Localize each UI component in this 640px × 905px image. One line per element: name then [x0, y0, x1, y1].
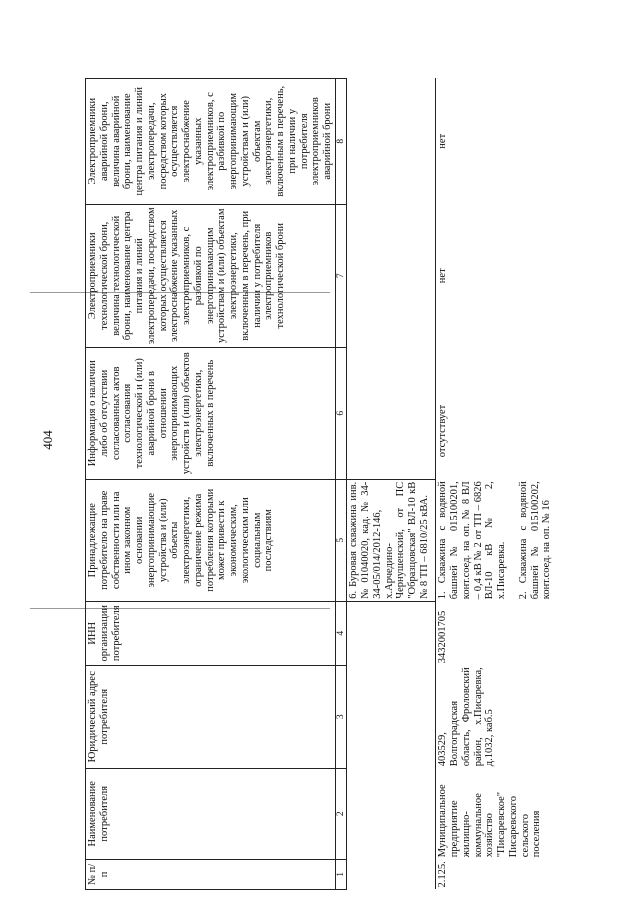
header-emergency-reserve: Электроприемники аварийной брони, величина аварийной брони, наименование центра питания и линий электропередачи, посредством которых осуществляется электроснабжение указанных электроприемников, с разбивкой по энергопринимающим устройствам и (или) объектам электроэнергетики, включенным в перечень, при наличии у потребителя электроприемников аварийной брони [86, 78, 336, 204]
page-number: 404 [40, 430, 55, 450]
column-number: 4 [335, 601, 347, 665]
header-name: Наименование потребителя [86, 768, 336, 859]
row-number: 2.125. [436, 859, 554, 889]
consumer-objects [436, 479, 554, 601]
column-number: 5 [335, 479, 347, 601]
emergency-reserve-value: нет [436, 78, 554, 204]
column-number: 3 [335, 665, 347, 768]
table-row [436, 78, 554, 889]
continuation-object: 6. Буровая скважина инв. № 01040020, кад. № 34-34-05/014/2012-146, х.Арчедино-Чернушенский, от ПС "Образцовская" ВЛ-10 кВ № 8 ТП – 6810/25 кВА. [347, 479, 436, 601]
header-acts: Информация о наличии либо об отсутствии согласованных актов согласования технологической и (или) аварийной брони в отношении энергопринимающих устройств и (или) объектов электроэнергетики, включенных в перечень [86, 347, 336, 479]
column-number: 8 [335, 78, 347, 204]
header-tech-reserve: Электроприемники технологической брони, величина технологической брони, наименование центра питания и линий электропередачи, посредством которых осуществляется электроснабжение указанных электроприемников, с разбивкой по энергопринимающим устройствам и (или) объектам электроэнергетики, включенным в перечень, при наличии у потребителя электроприемников технологической брони [86, 204, 336, 347]
consumer-table [85, 78, 554, 890]
column-number: 7 [335, 204, 347, 347]
column-number-row [335, 78, 347, 889]
header-address: Юридический адрес потребителя [86, 665, 336, 768]
column-number: 1 [335, 859, 347, 889]
continuation-row [347, 78, 436, 889]
header-objects: Принадлежащие потребителю на праве собственности или на ином законном основании энергопринимающие устройства и (или) объекты электроэнергетики, ограничение режима потребления которыми может привести к экономическим, экологическим или социальным последствиям [86, 479, 336, 601]
header-inn: ИНН организации потребителя [86, 601, 336, 665]
header-num: № п/п [86, 859, 336, 889]
acts-status: отсутствует [436, 347, 554, 479]
column-number: 6 [335, 347, 347, 479]
header-row [86, 78, 336, 889]
consumer-inn: 3432001705 [436, 601, 554, 665]
object-item: 2. Скважина с водяной башней № 015100202, конт.соед. на оп. № 16 [517, 481, 553, 600]
column-number: 2 [335, 768, 347, 859]
consumer-address: 403529, Волгоградская область, Фроловский район, х.Писаревка, д.1032, каб.5 [436, 665, 554, 768]
tech-reserve-value: нет [436, 204, 554, 347]
object-item: 1. Скважина с водяной башней № 015100201, конт.соед. на оп. № 8 ВЛ – 0,4 кВ № 2 от ТП – 6826 ВЛ-10 кВ № 2, х.Писаревка. [437, 481, 508, 600]
consumer-name: Муниципальное предприятие жилищно-коммунальное хозяйство "Писаревское" Писаревского сельского поселения [436, 768, 554, 859]
